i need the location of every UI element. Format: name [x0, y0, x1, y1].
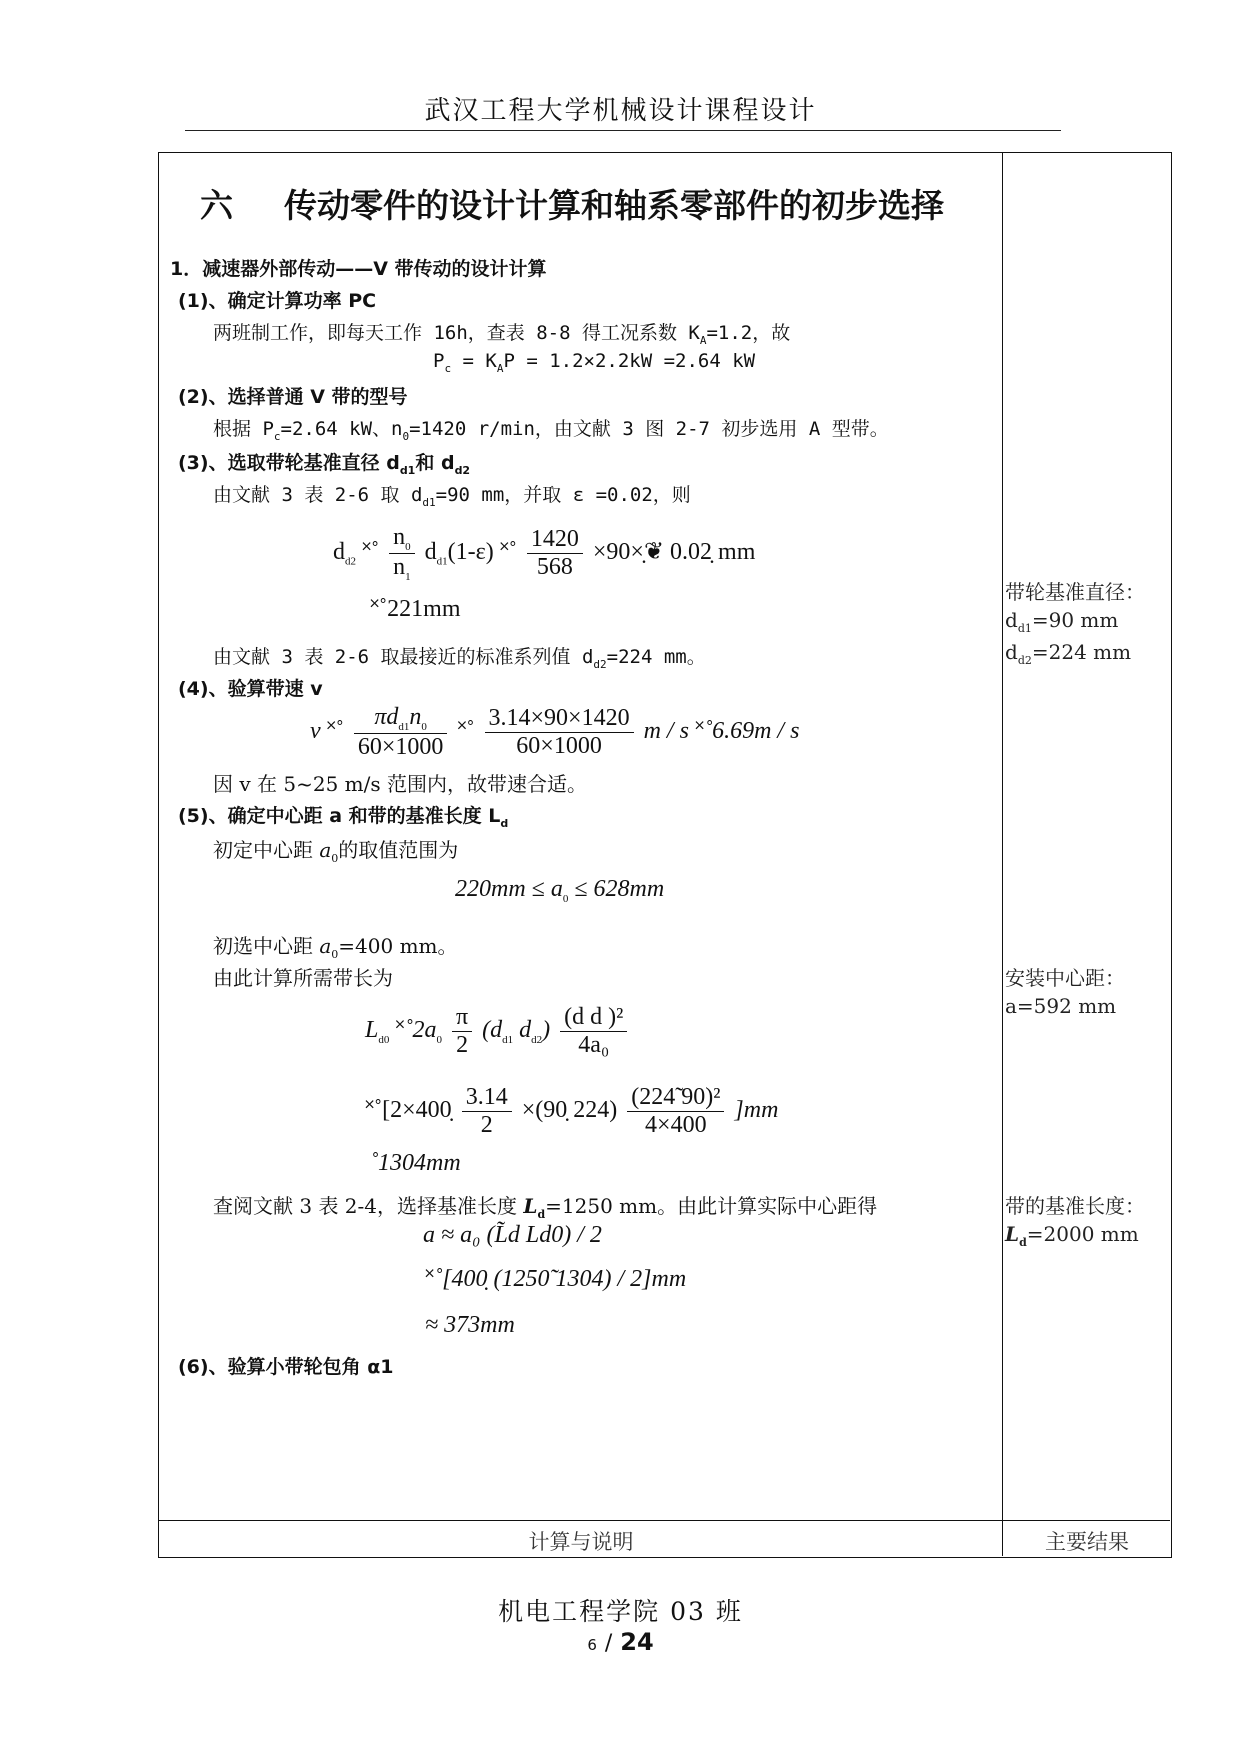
- total-pages: 24: [620, 1628, 654, 1656]
- current-page: 6: [587, 1636, 597, 1654]
- step6-title: (6)、验算小带轮包角 α1: [178, 1356, 394, 1378]
- page-number: [0, 1628, 1241, 1656]
- section-heading: 1．减速器外部传动——V 带传动的设计计算: [170, 258, 547, 280]
- center-distance-eq2: ˟˚[400̣ (1250̃ 1304) / 2]mm: [425, 1266, 687, 1292]
- result-length-value: $L_d=2000$ mm: [1005, 1222, 1139, 1249]
- step1-formula: $P_c = K_AP = 1.2\times 2.2kW =2.64$ kW: [433, 350, 756, 375]
- chapter-title: 传动零件的设计计算和轴系零部件的初步选择: [284, 186, 944, 225]
- result-center-value: a=592 mm: [1005, 994, 1117, 1018]
- belt-length-eq2: ˟˚[2×400̣ $\frac{3.14}{2}$ ×(90̣ 224) $\frac{\text{(224̃ 90)²}}{4\times 400}$ ]mm: [365, 1084, 779, 1138]
- step2-line: 根据 $P_c=2.64$ kW、$n_0=1420$ r/min，由文献 3 图 2-7 初步选用 A 型带。: [213, 418, 889, 443]
- step1-title: (1)、确定计算功率 PC: [178, 290, 377, 312]
- center-distance-eq1: a ≈ a₀ (L̃d Ld0) / 2: [423, 1222, 602, 1248]
- step5-line4: 查阅文献 3 表 2-4，选择基准长度 $L_d=1250$ mm。由此计算实际中心距得: [213, 1194, 878, 1221]
- step5-line2: 初选中心距 $a_0=400$ mm。: [213, 934, 458, 961]
- step3-equation: $d_{d2}$ ˟˚ $\frac{n_0}{n_1}$ $d_{d1}(1-\varepsilon)$ ˟˚ $\frac{1420}{568}$ ×90×̣❦ 0.02̣ mm: [333, 524, 756, 583]
- center-distance-result: ≈ 373mm: [425, 1312, 515, 1338]
- step4-title: (4)、验算带速 v: [178, 678, 323, 700]
- result-length-label: 带的基准长度：: [1005, 1194, 1145, 1218]
- result-pulley-label: 带轮基准直径：: [1005, 580, 1145, 604]
- belt-length-result: ˚1304mm: [370, 1150, 461, 1176]
- step3-title: (3)、选取带轮基准直径 $d_{d1}$和 $d_{d2}$: [178, 452, 471, 477]
- footer-school: 机电工程学院 03 班: [498, 1597, 743, 1626]
- belt-length-eq1: $L_{d0}$ $˟˚2a_0$ $\frac{\pi}{2}$ ($d_{d1}$ $d_{d2}$) $\frac{\text{(d d )²}}{\text{4a₀}}$: [365, 1004, 631, 1059]
- result-dd2: $d_{d2}=224$ mm: [1005, 640, 1132, 667]
- table-footer-left: 计算与说明: [528, 1530, 634, 1554]
- step2-title: (2)、选择普通 V 带的型号: [178, 386, 408, 408]
- page-separator: /: [604, 1631, 613, 1656]
- chapter-number: 六: [200, 186, 233, 225]
- step5-range: $220mm \le a_0 \le 628mm$: [455, 876, 665, 905]
- document-header-title: 武汉工程大学机械设计课程设计: [424, 96, 817, 126]
- step5-line3: 由此计算所需带长为: [213, 966, 393, 990]
- step3-line2: 由文献 3 表 2-6 取最接近的标准系列值 $d_{d2}=224$ mm。: [213, 646, 706, 671]
- result-center-label: 安装中心距：: [1005, 966, 1125, 990]
- step5-line1: 初定中心距 $a_0$的取值范围为: [213, 838, 459, 865]
- step5-title: (5)、确定中心距 a 和带的基准长度 $L_d$: [178, 805, 509, 830]
- step4-line: 因 v 在 5~25 m/s 范围内，故带速合适。: [213, 772, 587, 796]
- step4-equation: v ˟˚ $\frac{\pi d_{d1}n_0}{60\times 1000}$ ˟˚ $\frac{3.14\times 90\times 1420}{60\times 1000}$ m / s ˟˚6.69m / s: [310, 704, 800, 760]
- header-rule: [185, 130, 1061, 131]
- table-footer-divider: [158, 1520, 1170, 1521]
- step3-result: ˟˚221mm: [370, 596, 461, 622]
- result-dd1: $d_{d1}=90$ mm: [1005, 608, 1119, 635]
- table-footer-right: 主要结果: [1045, 1530, 1129, 1554]
- step3-line1: 由文献 3 表 2-6 取 $d_{d1}=90$ mm，并取 ε =0.02，则: [213, 484, 691, 509]
- step1-line1: 两班制工作，即每天工作 16h，查表 8-8 得工况系数 $K_A=1.2$，故: [213, 322, 791, 347]
- column-divider: [1002, 152, 1003, 1556]
